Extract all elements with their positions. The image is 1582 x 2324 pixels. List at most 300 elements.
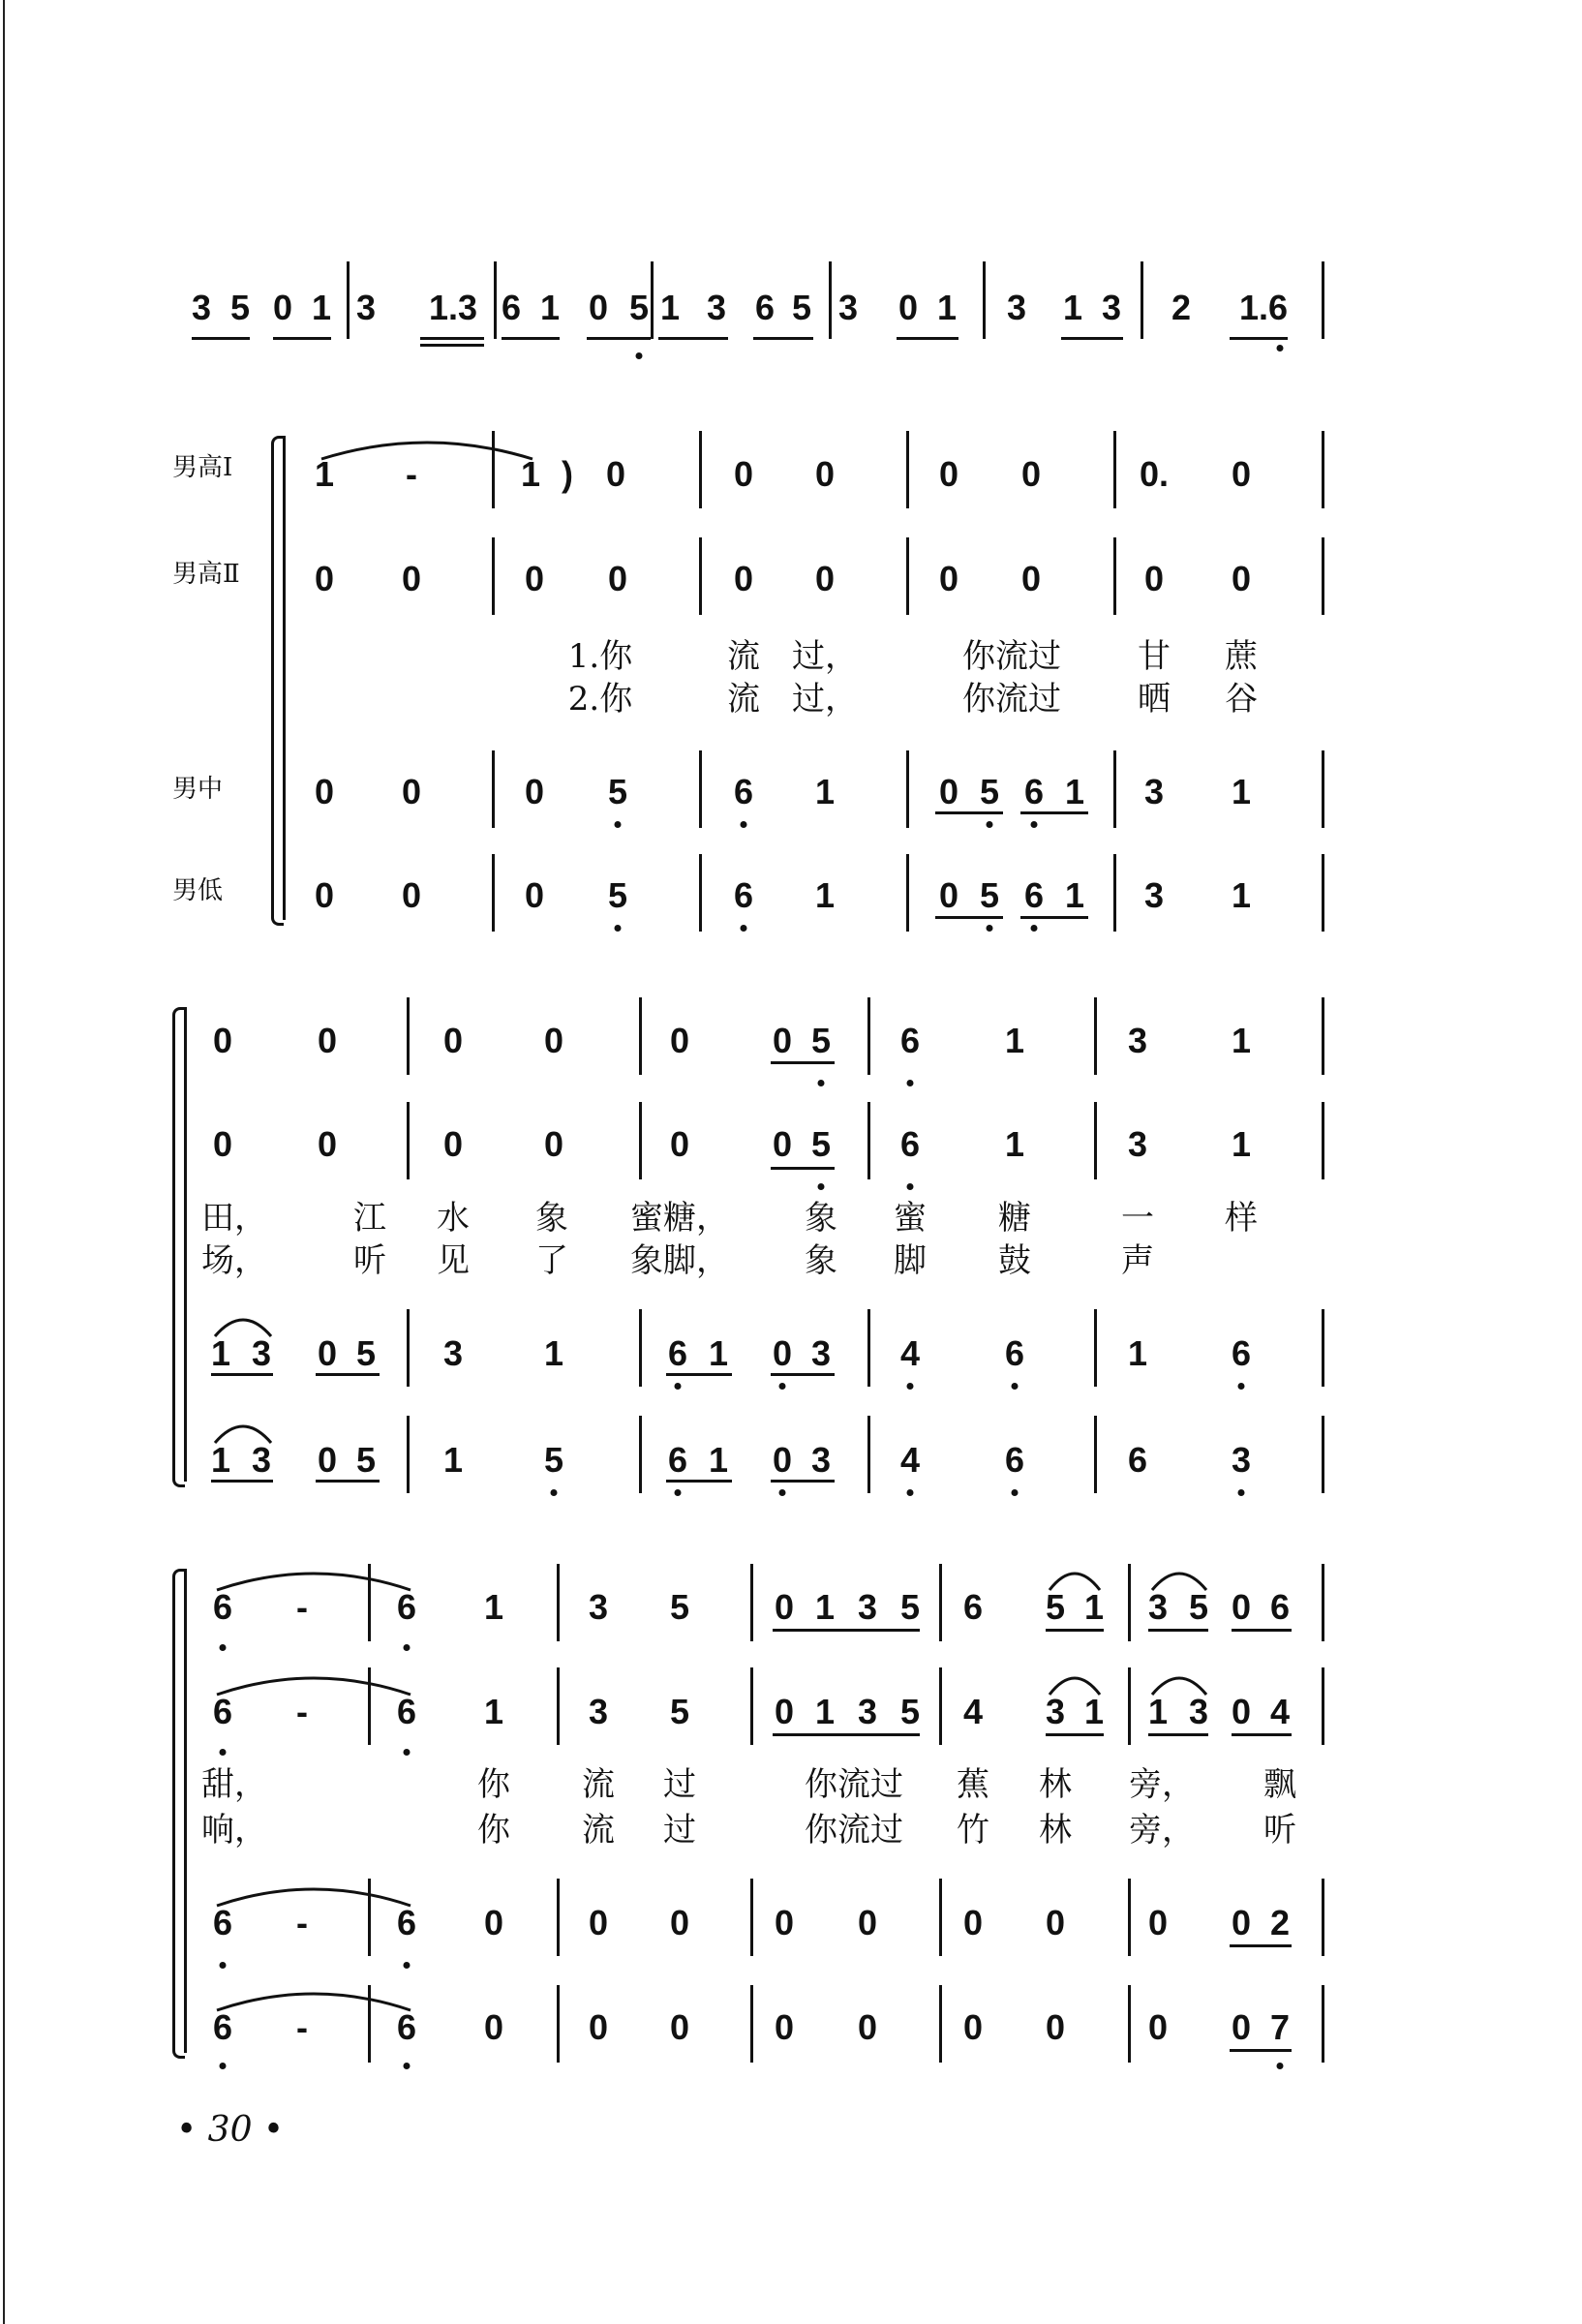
- octave-dot: [1031, 821, 1038, 828]
- note-s3bass: 0: [588, 2007, 609, 2047]
- barline: [368, 1879, 371, 1956]
- barline: [867, 997, 870, 1075]
- barline: [368, 1667, 371, 1745]
- note-s3t1: 6: [396, 1587, 417, 1627]
- note-s2bar: 6: [1231, 1333, 1252, 1373]
- lyric-char: 你流过: [962, 680, 1061, 719]
- note-s1bar: 0: [401, 772, 422, 811]
- note-s2bar: 6: [1004, 1333, 1025, 1373]
- note-s2bar: 3: [810, 1333, 832, 1373]
- note-s3t2: 3: [1188, 1692, 1209, 1731]
- lyric-char: 糖: [998, 1199, 1031, 1238]
- note-s2t2: 0: [317, 1124, 338, 1164]
- underline: [1230, 337, 1288, 340]
- lyric-char: 过，: [792, 637, 858, 676]
- barline: [867, 1416, 870, 1493]
- barline: [1141, 261, 1143, 339]
- barline: [939, 1879, 942, 1956]
- slur: [1150, 1563, 1208, 1592]
- lyric-char: 脚: [894, 1241, 927, 1280]
- underline: [897, 337, 958, 340]
- octave-dot: [220, 1749, 227, 1756]
- note-s3bar: 0: [1231, 1903, 1252, 1942]
- lyric-char: 蔗: [1225, 637, 1258, 676]
- note-s3bass: 0: [1147, 2007, 1169, 2047]
- barline: [867, 1102, 870, 1179]
- barline: [1322, 750, 1324, 828]
- note-s1t1: 0.: [1139, 454, 1170, 494]
- note-s3bass: 0: [962, 2007, 984, 2047]
- note-s3bass: 6: [212, 2007, 233, 2047]
- note-s3t2: -: [296, 1692, 308, 1731]
- octave-dot: [220, 1962, 227, 1969]
- underline: [273, 337, 331, 340]
- octave-dot: [1238, 1489, 1245, 1496]
- octave-dot: [220, 2063, 227, 2069]
- note-s3bar: 0: [483, 1903, 504, 1942]
- barline: [639, 1416, 642, 1493]
- slur: [1048, 1563, 1102, 1592]
- octave-dot: [987, 925, 993, 932]
- slur: [215, 1879, 412, 1908]
- note-s1bass: 0: [314, 875, 335, 915]
- lyric-char: 过: [663, 1765, 696, 1804]
- barline: [651, 261, 654, 339]
- note-s3t1: 0: [774, 1587, 795, 1627]
- lyric-char: 飘: [1263, 1765, 1296, 1804]
- barline: [1113, 537, 1116, 615]
- barline: [1128, 1985, 1131, 2063]
- octave-dot: [741, 925, 747, 932]
- octave-dot: [1012, 1489, 1019, 1496]
- barline: [1113, 750, 1116, 828]
- note-intro: 3: [1101, 288, 1122, 327]
- barline: [1322, 431, 1324, 508]
- note-s1t1: 1: [314, 454, 335, 494]
- note-s1bass: 5: [607, 875, 628, 915]
- octave-dot: [404, 1962, 411, 1969]
- note-intro: 1: [659, 288, 681, 327]
- note-s1bass: 0: [524, 875, 545, 915]
- barline: [1094, 997, 1097, 1075]
- barline: [1322, 261, 1324, 339]
- note-s2t2: 0: [442, 1124, 464, 1164]
- note-s1t2: 0: [1231, 559, 1252, 598]
- barline: [1094, 1416, 1097, 1493]
- barline: [407, 997, 410, 1075]
- note-intro: 1: [311, 288, 332, 327]
- note-s3t1: 3: [1147, 1587, 1169, 1627]
- barline: [867, 1309, 870, 1387]
- octave-dot: [818, 1080, 825, 1086]
- barline: [1322, 1564, 1324, 1641]
- barline: [492, 537, 495, 615]
- note-s1t1: ): [562, 454, 573, 494]
- note-s2bass: 5: [543, 1440, 564, 1480]
- note-s1t2: 0: [1020, 559, 1042, 598]
- underline: [316, 1480, 380, 1483]
- page-number: • 30 •: [176, 2110, 285, 2150]
- note-s3t1: 5: [899, 1587, 921, 1627]
- underline: [771, 1167, 835, 1170]
- note-s3t2: 5: [669, 1692, 690, 1731]
- lyric-char: 响，: [201, 1811, 267, 1850]
- note-s3t2: 0: [774, 1692, 795, 1731]
- note-s3t1: 6: [1269, 1587, 1291, 1627]
- note-s2t1: 0: [212, 1021, 233, 1060]
- underline: [771, 1061, 835, 1064]
- lyric-char: 你流过: [805, 1765, 903, 1804]
- lyric-char: 谷: [1225, 680, 1258, 719]
- note-s1bass: 6: [733, 875, 754, 915]
- underline: [1232, 1733, 1292, 1736]
- note-s1bar: 0: [524, 772, 545, 811]
- note-s3t2: 3: [588, 1692, 609, 1731]
- note-s2bar: 3: [251, 1333, 272, 1373]
- note-intro: 5: [791, 288, 812, 327]
- note-s3t1: 3: [588, 1587, 609, 1627]
- lyric-char: 你流过: [962, 637, 1061, 676]
- underline: [771, 1373, 835, 1376]
- note-s3bar: 0: [774, 1903, 795, 1942]
- part-label: 男高Ⅱ: [172, 560, 240, 589]
- barline: [1322, 1102, 1324, 1179]
- note-s1bar: 5: [607, 772, 628, 811]
- note-s2bass: 1: [210, 1440, 231, 1480]
- barline: [1322, 854, 1324, 932]
- octave-dot: [987, 821, 993, 828]
- note-s1t2: 0: [401, 559, 422, 598]
- octave-dot: [1031, 925, 1038, 932]
- underline: [1148, 1733, 1208, 1736]
- note-s3t2: 6: [396, 1692, 417, 1731]
- note-s1bass: 1: [814, 875, 836, 915]
- lyric-char: 林: [1039, 1765, 1072, 1804]
- octave-dot: [741, 821, 747, 828]
- barline: [983, 261, 986, 339]
- note-s1t1: 0: [1231, 454, 1252, 494]
- barline: [639, 997, 642, 1075]
- note-s3bar: 6: [396, 1903, 417, 1942]
- note-s3t1: 5: [1188, 1587, 1209, 1627]
- barline: [750, 1564, 753, 1641]
- octave-dot: [1238, 1383, 1245, 1390]
- underline: [753, 337, 813, 340]
- lyric-char: 听: [353, 1241, 386, 1280]
- lyric-char: 流: [727, 680, 760, 719]
- note-s1t2: 0: [1143, 559, 1165, 598]
- octave-dot: [818, 1183, 825, 1190]
- note-s3bass: 0: [1231, 2007, 1252, 2047]
- slur: [213, 1309, 273, 1338]
- system-bracket-line: [283, 436, 286, 920]
- note-s3t2: 1: [1147, 1692, 1169, 1731]
- note-s3bass: 6: [396, 2007, 417, 2047]
- note-intro: 1.3: [428, 288, 478, 327]
- lyric-char: 流: [582, 1811, 615, 1850]
- note-intro: 3: [1006, 288, 1027, 327]
- note-s2t2: 0: [669, 1124, 690, 1164]
- note-s2t2: 1: [1231, 1124, 1252, 1164]
- underline: [211, 1373, 273, 1376]
- note-s2t2: 1: [1004, 1124, 1025, 1164]
- slur: [215, 1563, 412, 1592]
- lyric-char: 了: [535, 1241, 568, 1280]
- underline: [1046, 1733, 1104, 1736]
- slur: [213, 1416, 273, 1445]
- lyric-char: 竹: [957, 1811, 989, 1850]
- barline: [557, 1985, 560, 2063]
- barline: [492, 854, 495, 932]
- underline: [420, 337, 484, 340]
- note-s1bar: 5: [979, 772, 1000, 811]
- note-s2bass: 1: [708, 1440, 729, 1480]
- underline: [1046, 1629, 1104, 1632]
- barline: [1322, 1416, 1324, 1493]
- note-s2bar: 0: [317, 1333, 338, 1373]
- barline: [906, 431, 909, 508]
- note-s3t2: 6: [212, 1692, 233, 1731]
- underline: [1148, 1629, 1208, 1632]
- note-s1t1: 0: [814, 454, 836, 494]
- lyric-char: 场，: [201, 1241, 267, 1280]
- scan-edge-line: [3, 0, 5, 2324]
- octave-dot: [779, 1489, 786, 1496]
- note-s3bass: 0: [669, 2007, 690, 2047]
- lyric-char: 蜜糖，: [630, 1199, 729, 1238]
- note-s3bar: 0: [669, 1903, 690, 1942]
- note-intro: 3: [837, 288, 859, 327]
- note-s3bass: 0: [483, 2007, 504, 2047]
- underline: [192, 337, 250, 340]
- barline: [906, 750, 909, 828]
- barline: [492, 750, 495, 828]
- barline: [407, 1309, 410, 1387]
- octave-dot: [1277, 2063, 1284, 2069]
- note-s2bar: 6: [667, 1333, 688, 1373]
- barline: [1322, 997, 1324, 1075]
- barline: [557, 1564, 560, 1641]
- underline: [666, 1480, 732, 1483]
- barline: [750, 1985, 753, 2063]
- octave-dot: [907, 1489, 914, 1496]
- barline: [368, 1985, 371, 2063]
- note-s2t1: 0: [543, 1021, 564, 1060]
- part-label: 男中: [172, 775, 224, 804]
- underline: [1020, 811, 1088, 814]
- lyric-char: 江: [353, 1199, 386, 1238]
- note-s3t2: 3: [857, 1692, 878, 1731]
- barline: [407, 1416, 410, 1493]
- lyric-char: 旁，: [1129, 1765, 1195, 1804]
- lyric-char: 声: [1121, 1241, 1154, 1280]
- note-s3bass: 0: [857, 2007, 878, 2047]
- lyric-char: 你: [477, 1811, 510, 1850]
- barline: [1128, 1564, 1131, 1641]
- octave-dot: [404, 2063, 411, 2069]
- note-s3bar: 0: [1147, 1903, 1169, 1942]
- note-s1t1: 0: [605, 454, 626, 494]
- octave-dot: [675, 1489, 682, 1496]
- note-s3bar: 0: [588, 1903, 609, 1942]
- lyric-char: 1.你: [567, 637, 633, 676]
- note-s2t2: 5: [810, 1124, 832, 1164]
- barline: [639, 1102, 642, 1179]
- slur: [1048, 1667, 1102, 1697]
- note-s3t1: 3: [857, 1587, 878, 1627]
- lyric-char: 象: [805, 1241, 837, 1280]
- barline: [494, 261, 497, 339]
- note-s2bar: 4: [899, 1333, 921, 1373]
- note-s1bar: 1: [1231, 772, 1252, 811]
- note-s2t1: 0: [772, 1021, 793, 1060]
- note-s2t1: 3: [1127, 1021, 1148, 1060]
- lyric-char: 过: [663, 1811, 696, 1850]
- lyric-char: 样: [1225, 1199, 1258, 1238]
- note-intro: 1.6: [1238, 288, 1289, 327]
- note-s2bar: 0: [772, 1333, 793, 1373]
- note-s3bass: 0: [1045, 2007, 1066, 2047]
- lyric-char: 象: [535, 1199, 568, 1238]
- note-intro: 5: [628, 288, 650, 327]
- octave-dot: [636, 352, 643, 359]
- barline: [1322, 1985, 1324, 2063]
- barline: [906, 537, 909, 615]
- note-s3t1: 6: [212, 1587, 233, 1627]
- note-s2bass: 4: [899, 1440, 921, 1480]
- underline: [316, 1373, 380, 1376]
- barline: [1128, 1667, 1131, 1745]
- lyric-char: 流: [727, 637, 760, 676]
- note-s2bass: 3: [810, 1440, 832, 1480]
- underline: [666, 1373, 732, 1376]
- note-s1t2: 0: [938, 559, 959, 598]
- underline: [856, 1733, 920, 1736]
- note-s2bar: 3: [442, 1333, 464, 1373]
- note-s1bass: 0: [938, 875, 959, 915]
- barline: [407, 1102, 410, 1179]
- note-s1bar: 1: [814, 772, 836, 811]
- note-s3t1: 1: [814, 1587, 836, 1627]
- note-s1t1: 1: [520, 454, 541, 494]
- note-intro: 3: [191, 288, 212, 327]
- note-intro: 3: [355, 288, 377, 327]
- note-s2bar: 1: [708, 1333, 729, 1373]
- octave-dot: [907, 1183, 914, 1190]
- note-intro: 6: [754, 288, 776, 327]
- barline: [347, 261, 350, 339]
- underline: [771, 1480, 835, 1483]
- lyric-char: 林: [1039, 1811, 1072, 1850]
- note-s3t2: 1: [483, 1692, 504, 1731]
- note-s2t1: 5: [810, 1021, 832, 1060]
- note-s2t2: 0: [543, 1124, 564, 1164]
- note-intro: 0: [588, 288, 609, 327]
- note-s1t1: 0: [733, 454, 754, 494]
- lyric-char: 象脚，: [630, 1241, 729, 1280]
- barline: [699, 431, 702, 508]
- underline: [1230, 2049, 1292, 2052]
- note-s3t2: 5: [899, 1692, 921, 1731]
- underline: [1230, 1944, 1292, 1947]
- octave-dot: [615, 925, 622, 932]
- note-s1t2: 0: [814, 559, 836, 598]
- barline: [1128, 1879, 1131, 1956]
- lyric-char: 你: [477, 1765, 510, 1804]
- barline: [368, 1564, 371, 1641]
- note-s3bar: 0: [962, 1903, 984, 1942]
- note-s1t2: 0: [607, 559, 628, 598]
- note-s3t1: 5: [1045, 1587, 1066, 1627]
- note-s1t1: -: [406, 454, 417, 494]
- note-s1t2: 0: [733, 559, 754, 598]
- barline: [699, 750, 702, 828]
- note-s2t2: 3: [1127, 1124, 1148, 1164]
- note-s1bass: 6: [1023, 875, 1045, 915]
- note-s2bar: 1: [543, 1333, 564, 1373]
- note-s2bar: 1: [1127, 1333, 1148, 1373]
- note-s1bar: 0: [938, 772, 959, 811]
- barline: [750, 1667, 753, 1745]
- lyric-char: 一: [1121, 1199, 1154, 1238]
- note-s3bar: 0: [1045, 1903, 1066, 1942]
- lyric-char: 2.你: [567, 680, 633, 719]
- note-s2t1: 0: [669, 1021, 690, 1060]
- octave-dot: [404, 1644, 411, 1651]
- lyric-char: 鼓: [998, 1241, 1031, 1280]
- note-s3bar: -: [296, 1903, 308, 1942]
- underline: [1020, 916, 1088, 919]
- note-s1bar: 6: [1023, 772, 1045, 811]
- note-s3t2: 4: [1269, 1692, 1291, 1731]
- barline: [1094, 1102, 1097, 1179]
- underline: [1061, 337, 1123, 340]
- octave-dot: [551, 1489, 558, 1496]
- note-s2t1: 0: [442, 1021, 464, 1060]
- lyric-char: 甜，: [201, 1765, 267, 1804]
- barline: [750, 1879, 753, 1956]
- note-s1t1: 0: [938, 454, 959, 494]
- note-s3t1: 1: [1083, 1587, 1105, 1627]
- note-s1t2: 0: [314, 559, 335, 598]
- underline: [211, 1480, 273, 1483]
- note-s2t1: 1: [1004, 1021, 1025, 1060]
- barline: [557, 1667, 560, 1745]
- system-bracket-line: [184, 1007, 187, 1482]
- octave-dot: [404, 1749, 411, 1756]
- note-s2t1: 6: [899, 1021, 921, 1060]
- lyric-char: 蕉: [957, 1765, 989, 1804]
- note-s3t1: 5: [669, 1587, 690, 1627]
- note-s1bass: 5: [979, 875, 1000, 915]
- lyric-char: 水: [437, 1199, 470, 1238]
- note-s2bass: 3: [251, 1440, 272, 1480]
- barline: [1094, 1309, 1097, 1387]
- lyric-char: 甘: [1138, 637, 1171, 676]
- note-s2bar: 1: [210, 1333, 231, 1373]
- note-s2bass: 6: [1127, 1440, 1148, 1480]
- note-s2bass: 0: [317, 1440, 338, 1480]
- note-s3t1: 6: [962, 1587, 984, 1627]
- note-s1bar: 1: [1064, 772, 1085, 811]
- octave-dot: [1012, 1383, 1019, 1390]
- note-intro: 3: [706, 288, 727, 327]
- octave-dot: [779, 1383, 786, 1390]
- note-s2bass: 6: [667, 1440, 688, 1480]
- octave-dot: [220, 1644, 227, 1651]
- note-intro: 0: [272, 288, 293, 327]
- barline: [1113, 854, 1116, 932]
